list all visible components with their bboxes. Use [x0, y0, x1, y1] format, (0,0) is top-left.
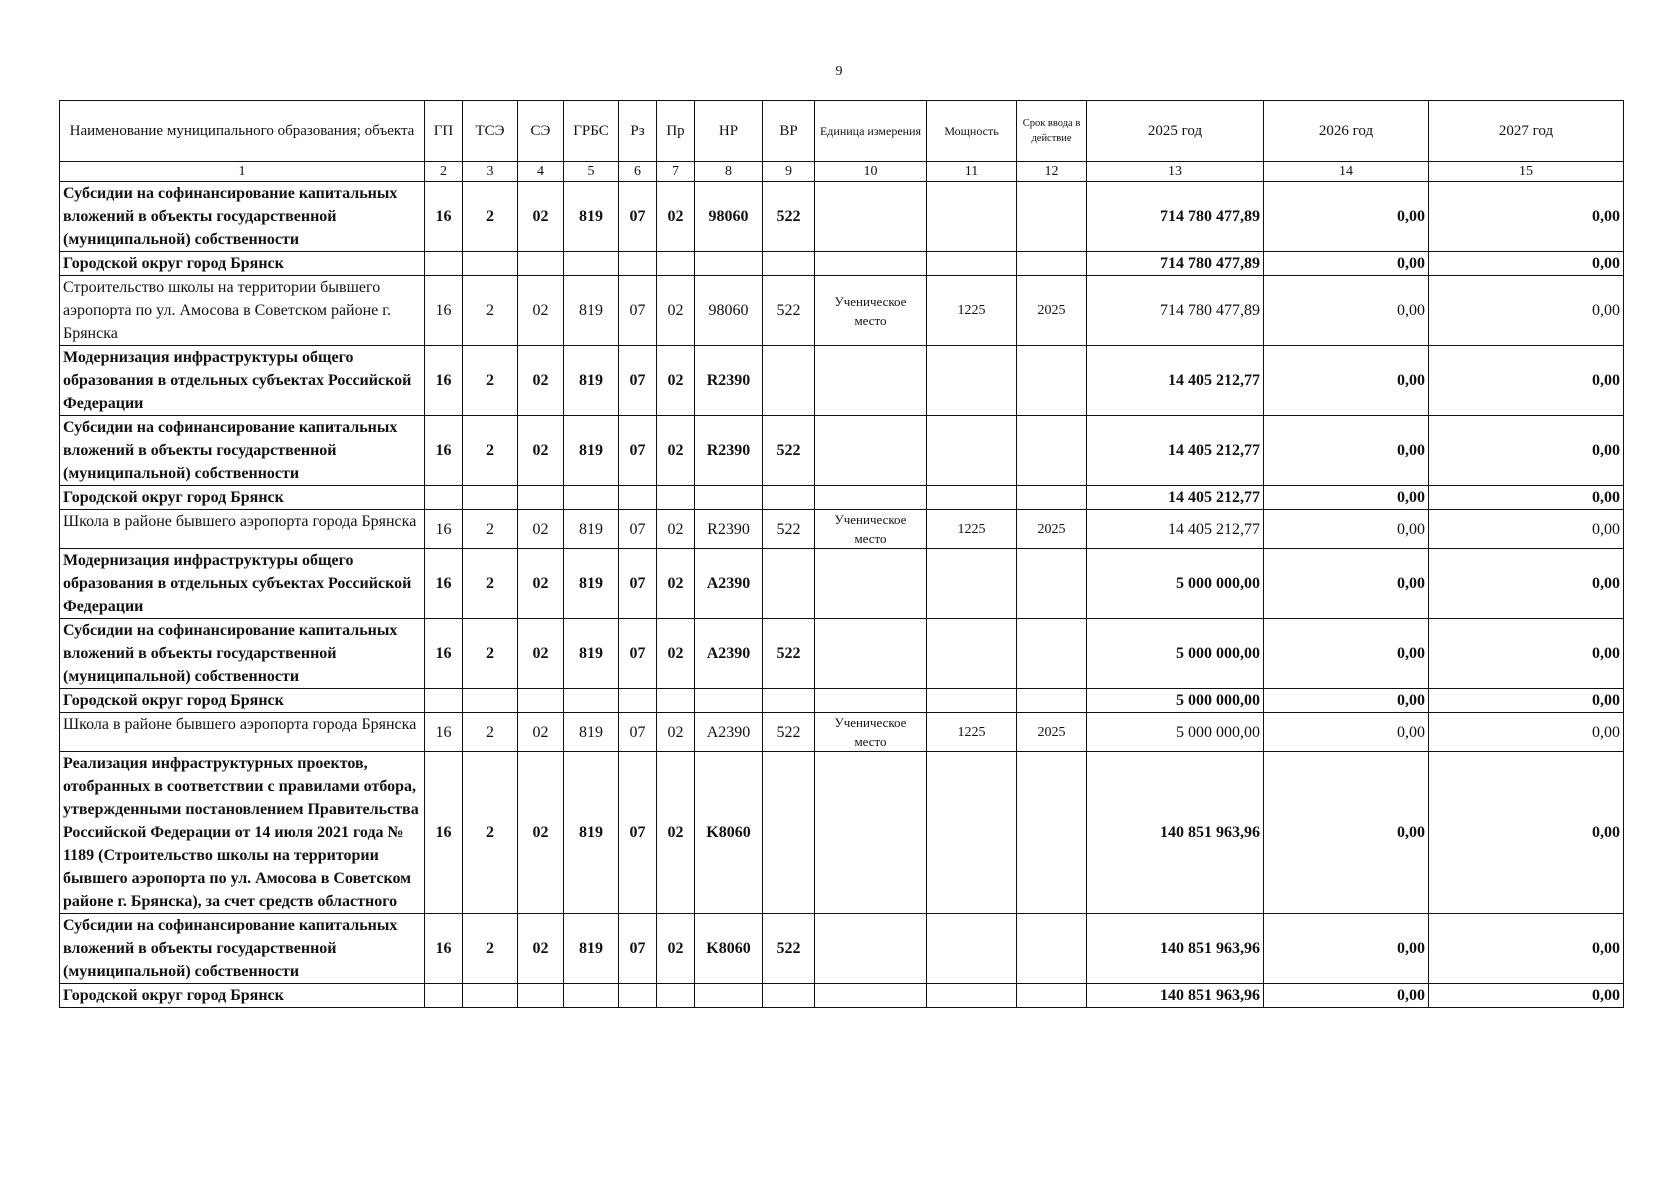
cell-tse: 2: [463, 276, 518, 346]
cell-amount-2027: 0,00: [1429, 276, 1624, 346]
cell-vr: [763, 752, 815, 914]
cell-tse: 2: [463, 510, 518, 549]
cell-commissioning: 2025: [1017, 713, 1087, 752]
cell-nr: R2390: [695, 346, 763, 416]
column-number-cell: 3: [463, 162, 518, 182]
cell-commissioning: [1017, 252, 1087, 276]
cell-vr: 522: [763, 713, 815, 752]
cell-tse: [463, 689, 518, 713]
cell-capacity: [927, 346, 1017, 416]
cell-amount-2025: 5 000 000,00: [1087, 619, 1264, 689]
cell-amount-2025: 14 405 212,77: [1087, 346, 1264, 416]
cell-capacity: [927, 549, 1017, 619]
cell-nr: R2390: [695, 416, 763, 486]
cell-pr: [657, 252, 695, 276]
cell-vr: 522: [763, 619, 815, 689]
table-row: [60, 689, 1624, 713]
cell-amount-2026: 0,00: [1264, 984, 1429, 1008]
cell-amount-2027: 0,00: [1429, 689, 1624, 713]
cell-tse: [463, 252, 518, 276]
cell-tse: 2: [463, 713, 518, 752]
cell-pr: 02: [657, 510, 695, 549]
column-number-cell: 5: [564, 162, 619, 182]
cell-capacity: 1225: [927, 510, 1017, 549]
cell-tse: 2: [463, 416, 518, 486]
cell-commissioning: [1017, 486, 1087, 510]
cell-vr: [763, 346, 815, 416]
cell-capacity: [927, 752, 1017, 914]
cell-unit: [815, 182, 927, 252]
cell-pr: 02: [657, 276, 695, 346]
header-vr: ВР: [763, 101, 815, 162]
cell-amount-2026: 0,00: [1264, 276, 1429, 346]
column-number-cell: 11: [927, 162, 1017, 182]
cell-grbs: 819: [564, 619, 619, 689]
header-2025: 2025 год: [1087, 101, 1264, 162]
column-number-cell: 8: [695, 162, 763, 182]
header-unit: Единица измерения: [815, 101, 927, 162]
cell-se: [518, 252, 564, 276]
cell-pr: 02: [657, 416, 695, 486]
cell-amount-2026: 0,00: [1264, 346, 1429, 416]
cell-nr: 98060: [695, 182, 763, 252]
cell-amount-2026: 0,00: [1264, 182, 1429, 252]
cell-se: 02: [518, 619, 564, 689]
cell-gp: [425, 252, 463, 276]
column-number-cell: 6: [619, 162, 657, 182]
cell-vr: 522: [763, 416, 815, 486]
cell-vr: [763, 486, 815, 510]
cell-name: Городской округ город Брянск: [60, 689, 425, 713]
page-number: 9: [835, 64, 843, 79]
column-number-cell: 7: [657, 162, 695, 182]
cell-gp: [425, 486, 463, 510]
cell-pr: [657, 689, 695, 713]
cell-amount-2025: 714 780 477,89: [1087, 276, 1264, 346]
header-se: СЭ: [518, 101, 564, 162]
cell-rz: [619, 984, 657, 1008]
cell-se: 02: [518, 346, 564, 416]
cell-unit: Ученическое место: [815, 276, 927, 346]
cell-commissioning: [1017, 416, 1087, 486]
table-row: [60, 510, 1624, 549]
cell-rz: 07: [619, 713, 657, 752]
header-commissioning: Срок ввода в действие: [1017, 101, 1087, 162]
cell-amount-2025: 14 405 212,77: [1087, 486, 1264, 510]
cell-vr: [763, 252, 815, 276]
cell-tse: 2: [463, 619, 518, 689]
header-2027: 2027 год: [1429, 101, 1624, 162]
cell-rz: [619, 689, 657, 713]
cell-nr: A2390: [695, 713, 763, 752]
column-number-cell: 1: [60, 162, 425, 182]
cell-pr: 02: [657, 346, 695, 416]
cell-capacity: [927, 689, 1017, 713]
cell-grbs: 819: [564, 276, 619, 346]
cell-capacity: [927, 914, 1017, 984]
cell-rz: 07: [619, 914, 657, 984]
cell-amount-2025: 14 405 212,77: [1087, 510, 1264, 549]
cell-unit: [815, 914, 927, 984]
cell-name: Субсидии на софинансирование капитальных вложений в объекты государственной (муниципальной) собственности: [60, 416, 425, 486]
cell-grbs: 819: [564, 416, 619, 486]
column-number-cell: 4: [518, 162, 564, 182]
cell-name: Городской округ город Брянск: [60, 252, 425, 276]
cell-name: Городской округ город Брянск: [60, 486, 425, 510]
cell-vr: 522: [763, 182, 815, 252]
cell-rz: 07: [619, 510, 657, 549]
cell-se: [518, 486, 564, 510]
cell-commissioning: [1017, 346, 1087, 416]
cell-nr: [695, 252, 763, 276]
cell-unit: [815, 252, 927, 276]
cell-rz: 07: [619, 549, 657, 619]
cell-vr: 522: [763, 914, 815, 984]
cell-gp: 16: [425, 416, 463, 486]
cell-se: 02: [518, 549, 564, 619]
cell-rz: [619, 486, 657, 510]
cell-rz: 07: [619, 752, 657, 914]
cell-grbs: 819: [564, 914, 619, 984]
table-row: [60, 549, 1624, 619]
cell-amount-2025: 5 000 000,00: [1087, 689, 1264, 713]
cell-amount-2027: 0,00: [1429, 914, 1624, 984]
cell-grbs: 819: [564, 713, 619, 752]
cell-amount-2026: 0,00: [1264, 914, 1429, 984]
cell-commissioning: [1017, 182, 1087, 252]
cell-amount-2027: 0,00: [1429, 619, 1624, 689]
cell-amount-2025: 5 000 000,00: [1087, 713, 1264, 752]
cell-nr: A2390: [695, 549, 763, 619]
cell-commissioning: 2025: [1017, 510, 1087, 549]
cell-gp: 16: [425, 619, 463, 689]
cell-capacity: 1225: [927, 276, 1017, 346]
cell-grbs: 819: [564, 346, 619, 416]
column-number-cell: 9: [763, 162, 815, 182]
cell-grbs: [564, 252, 619, 276]
cell-name: Модернизация инфраструктуры общего образования в отдельных субъектах Российской Федерации: [60, 346, 425, 416]
cell-capacity: [927, 984, 1017, 1008]
cell-amount-2026: 0,00: [1264, 689, 1429, 713]
cell-amount-2027: 0,00: [1429, 416, 1624, 486]
cell-commissioning: [1017, 619, 1087, 689]
cell-amount-2026: 0,00: [1264, 619, 1429, 689]
cell-amount-2025: 140 851 963,96: [1087, 984, 1264, 1008]
cell-se: [518, 984, 564, 1008]
cell-se: 02: [518, 914, 564, 984]
cell-amount-2025: 714 780 477,89: [1087, 252, 1264, 276]
cell-capacity: [927, 416, 1017, 486]
header-row: [60, 101, 1624, 162]
cell-amount-2026: 0,00: [1264, 486, 1429, 510]
table-body: [60, 182, 1624, 1008]
cell-gp: [425, 689, 463, 713]
table-row: [60, 984, 1624, 1008]
table-row: [60, 252, 1624, 276]
cell-gp: 16: [425, 346, 463, 416]
cell-unit: [815, 984, 927, 1008]
table-row: [60, 182, 1624, 252]
column-number-cell: 14: [1264, 162, 1429, 182]
cell-nr: [695, 689, 763, 713]
cell-name: Субсидии на софинансирование капитальных вложений в объекты государственной (муниципальной) собственности: [60, 182, 425, 252]
cell-tse: 2: [463, 549, 518, 619]
cell-capacity: [927, 252, 1017, 276]
header-tse: ТСЭ: [463, 101, 518, 162]
cell-nr: K8060: [695, 914, 763, 984]
table-row: [60, 346, 1624, 416]
cell-commissioning: [1017, 689, 1087, 713]
cell-vr: [763, 984, 815, 1008]
cell-pr: 02: [657, 619, 695, 689]
cell-commissioning: [1017, 984, 1087, 1008]
cell-gp: 16: [425, 713, 463, 752]
table-row: [60, 752, 1624, 914]
column-number-cell: 2: [425, 162, 463, 182]
cell-capacity: [927, 182, 1017, 252]
cell-amount-2027: 0,00: [1429, 549, 1624, 619]
cell-se: 02: [518, 276, 564, 346]
table-row: [60, 486, 1624, 510]
cell-se: 02: [518, 752, 564, 914]
cell-tse: [463, 486, 518, 510]
cell-vr: 522: [763, 276, 815, 346]
cell-amount-2025: 5 000 000,00: [1087, 549, 1264, 619]
cell-tse: 2: [463, 182, 518, 252]
cell-amount-2026: 0,00: [1264, 549, 1429, 619]
cell-grbs: [564, 689, 619, 713]
cell-nr: 98060: [695, 276, 763, 346]
cell-name: Субсидии на софинансирование капитальных вложений в объекты государственной (муниципальной) собственности: [60, 619, 425, 689]
cell-gp: 16: [425, 549, 463, 619]
cell-name: Школа в районе бывшего аэропорта города Брянска: [60, 713, 425, 752]
cell-amount-2027: 0,00: [1429, 510, 1624, 549]
cell-unit: [815, 416, 927, 486]
cell-amount-2026: 0,00: [1264, 713, 1429, 752]
cell-grbs: 819: [564, 182, 619, 252]
cell-amount-2027: 0,00: [1429, 252, 1624, 276]
cell-gp: 16: [425, 182, 463, 252]
header-capacity: Мощность: [927, 101, 1017, 162]
cell-rz: [619, 252, 657, 276]
header-gp: ГП: [425, 101, 463, 162]
cell-tse: [463, 984, 518, 1008]
cell-amount-2027: 0,00: [1429, 752, 1624, 914]
cell-amount-2027: 0,00: [1429, 182, 1624, 252]
cell-amount-2026: 0,00: [1264, 416, 1429, 486]
table-row: [60, 276, 1624, 346]
cell-tse: 2: [463, 914, 518, 984]
cell-commissioning: [1017, 549, 1087, 619]
cell-pr: 02: [657, 549, 695, 619]
column-number-cell: 13: [1087, 162, 1264, 182]
cell-rz: 07: [619, 346, 657, 416]
cell-gp: 16: [425, 276, 463, 346]
cell-pr: [657, 984, 695, 1008]
table-row: [60, 619, 1624, 689]
cell-amount-2026: 0,00: [1264, 252, 1429, 276]
cell-amount-2025: 714 780 477,89: [1087, 182, 1264, 252]
cell-unit: [815, 689, 927, 713]
header-nr: НР: [695, 101, 763, 162]
cell-amount-2026: 0,00: [1264, 752, 1429, 914]
cell-se: [518, 689, 564, 713]
cell-amount-2025: 140 851 963,96: [1087, 752, 1264, 914]
cell-unit: [815, 619, 927, 689]
cell-rz: 07: [619, 182, 657, 252]
cell-se: 02: [518, 182, 564, 252]
cell-name: Модернизация инфраструктуры общего образования в отдельных субъектах Российской Федерации: [60, 549, 425, 619]
cell-pr: 02: [657, 182, 695, 252]
cell-amount-2025: 140 851 963,96: [1087, 914, 1264, 984]
cell-vr: 522: [763, 510, 815, 549]
cell-unit: Ученическое место: [815, 510, 927, 549]
table-row: [60, 914, 1624, 984]
cell-gp: 16: [425, 510, 463, 549]
cell-name: Строительство школы на территории бывшего аэропорта по ул. Амосова в Советском районе г. Брянска: [60, 276, 425, 346]
cell-amount-2027: 0,00: [1429, 984, 1624, 1008]
cell-gp: 16: [425, 752, 463, 914]
cell-grbs: 819: [564, 752, 619, 914]
cell-name: Городской округ город Брянск: [60, 984, 425, 1008]
cell-unit: [815, 486, 927, 510]
cell-capacity: [927, 486, 1017, 510]
cell-name: Реализация инфраструктурных проектов, отобранных в соответствии с правилами отбора, утвержденными постановлением Правительства Российской Федерации от 14 июля 2021 года № 1189 (Строительство школы на территории бывшего аэропорта по ул. Амосова в Советском районе г. Брянска), за счет средств областного: [60, 752, 425, 914]
header-rz: Рз: [619, 101, 657, 162]
cell-se: 02: [518, 416, 564, 486]
cell-nr: [695, 984, 763, 1008]
header-pr: Пр: [657, 101, 695, 162]
cell-gp: 16: [425, 914, 463, 984]
cell-se: 02: [518, 510, 564, 549]
header-name: Наименование муниципального образования; объекта: [60, 101, 425, 162]
cell-pr: 02: [657, 914, 695, 984]
table-row: [60, 416, 1624, 486]
cell-rz: 07: [619, 416, 657, 486]
cell-commissioning: 2025: [1017, 276, 1087, 346]
cell-rz: 07: [619, 276, 657, 346]
column-number-cell: 12: [1017, 162, 1087, 182]
cell-name: Субсидии на софинансирование капитальных вложений в объекты государственной (муниципальной) собственности: [60, 914, 425, 984]
cell-nr: K8060: [695, 752, 763, 914]
cell-pr: 02: [657, 713, 695, 752]
cell-commissioning: [1017, 752, 1087, 914]
cell-grbs: 819: [564, 549, 619, 619]
cell-nr: R2390: [695, 510, 763, 549]
cell-unit: [815, 549, 927, 619]
cell-tse: 2: [463, 346, 518, 416]
cell-vr: [763, 549, 815, 619]
cell-commissioning: [1017, 914, 1087, 984]
cell-grbs: 819: [564, 510, 619, 549]
cell-amount-2026: 0,00: [1264, 510, 1429, 549]
cell-tse: 2: [463, 752, 518, 914]
cell-amount-2025: 14 405 212,77: [1087, 416, 1264, 486]
cell-vr: [763, 689, 815, 713]
cell-grbs: [564, 984, 619, 1008]
header-grbs: ГРБС: [564, 101, 619, 162]
cell-amount-2027: 0,00: [1429, 346, 1624, 416]
cell-unit: [815, 346, 927, 416]
cell-unit: Ученическое место: [815, 713, 927, 752]
cell-unit: [815, 752, 927, 914]
column-number-cell: 10: [815, 162, 927, 182]
cell-amount-2027: 0,00: [1429, 713, 1624, 752]
cell-nr: [695, 486, 763, 510]
cell-pr: 02: [657, 752, 695, 914]
cell-gp: [425, 984, 463, 1008]
cell-nr: A2390: [695, 619, 763, 689]
cell-capacity: 1225: [927, 713, 1017, 752]
cell-pr: [657, 486, 695, 510]
cell-name: Школа в районе бывшего аэропорта города Брянска: [60, 510, 425, 549]
table-row: [60, 713, 1624, 752]
cell-capacity: [927, 619, 1017, 689]
cell-grbs: [564, 486, 619, 510]
cell-amount-2027: 0,00: [1429, 486, 1624, 510]
cell-se: 02: [518, 713, 564, 752]
budget-table: [59, 100, 1624, 1008]
column-number-row: [60, 162, 1624, 182]
column-number-cell: 15: [1429, 162, 1624, 182]
cell-rz: 07: [619, 619, 657, 689]
header-2026: 2026 год: [1264, 101, 1429, 162]
